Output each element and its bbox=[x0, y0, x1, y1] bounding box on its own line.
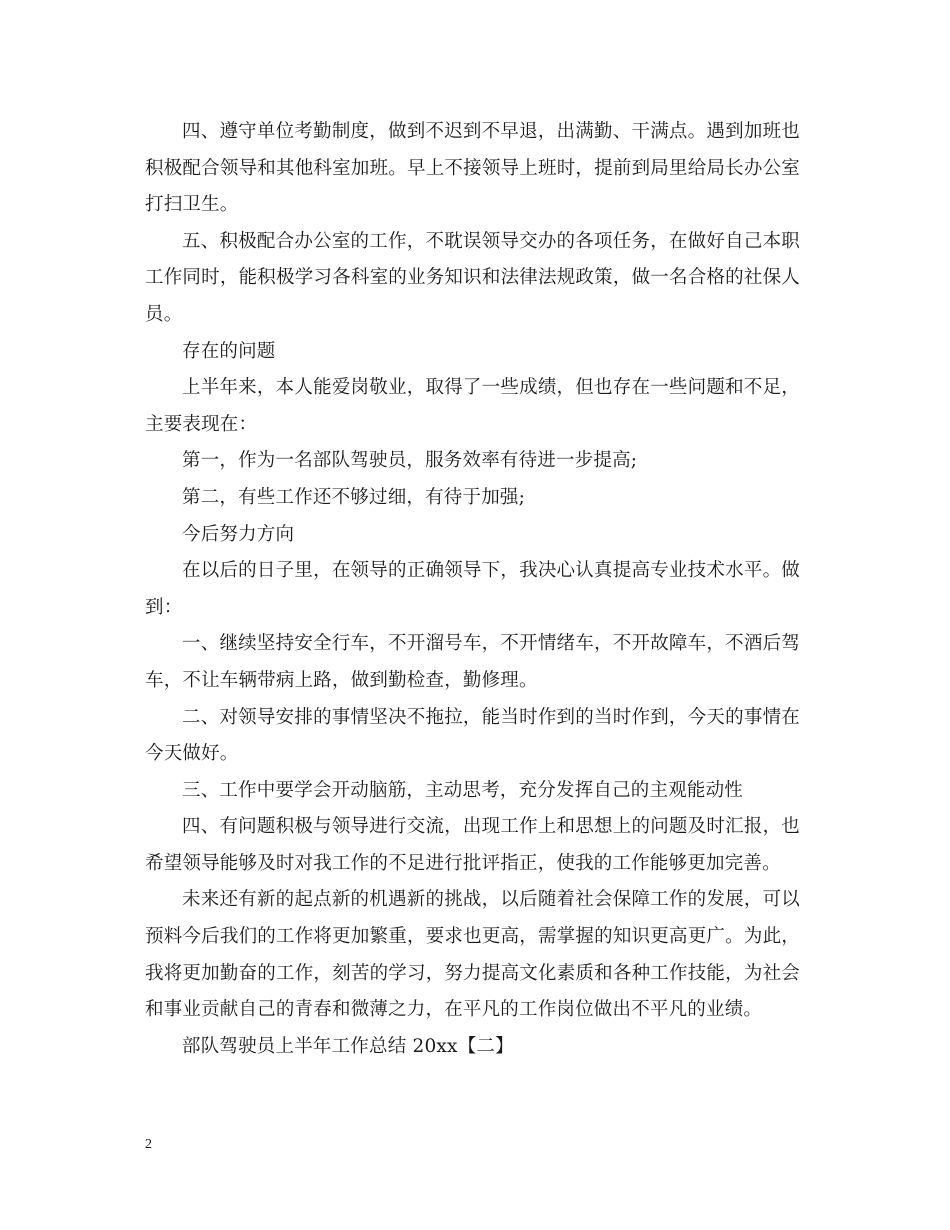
paragraph-conclusion: 未来还有新的起点新的机遇新的挑战，以后随着社会保障工作的发展，可以预料今后我们的工作将更加繁重，要求也更高，需掌握的知识更高更广。为此，我将更加勤奋的工作，刻苦的学习，努力提高文化素质和各种工作技能，为社会和事业贡献自己的青春和微薄之力，在平凡的工作岗位做出不平凡的业绩。 bbox=[145, 889, 800, 1021]
page-number: 2 bbox=[145, 1137, 152, 1152]
paragraph-goal-one: 一、继续坚持安全行车，不开溜号车，不开情绪车，不开故障车，不酒后驾车，不让车辆带病上路，做到勤检查，勤修理。 bbox=[145, 633, 800, 691]
paragraph-future-intro: 在以后的日子里，在领导的正确领导下，我决心认真提高专业技术水平。做到： bbox=[145, 560, 800, 618]
paragraph-goal-four: 四、有问题积极与领导进行交流，出现工作上和思想上的问题及时汇报，也希望领导能够及时对我工作的不足进行批评指正，使我的工作能够更加完善。 bbox=[145, 816, 800, 874]
heading-future-direction: 今后努力方向 bbox=[182, 523, 295, 545]
paragraph-problem-second: 第二，有些工作还不够过细，有待于加强; bbox=[182, 486, 526, 508]
paragraph-goal-two: 二、对领导安排的事情坚决不拖拉，能当时作到的当时作到，今天的事情在今天做好。 bbox=[145, 706, 800, 765]
paragraph-goal-three: 三、工作中要学会开动脑筋，主动思考，充分发挥自己的主观能动性 bbox=[182, 779, 744, 801]
paragraph-office-cooperation: 五、积极配合办公室的工作，不耽误领导交办的各项任务，在做好自己本职工作同时，能积极学习各科室的业务知识和法律法规政策，做一名合格的社保人员。 bbox=[145, 230, 800, 325]
paragraph-problems-intro: 上半年来，本人能爱岗敬业，取得了一些成绩，但也存在一些问题和不足，主要表现在： bbox=[145, 377, 800, 435]
paragraph-problem-first: 第一，作为一名部队驾驶员，服务效率有待进一步提高; bbox=[182, 450, 638, 472]
section-title-part-two: 部队驾驶员上半年工作总结 20xx【二】 bbox=[182, 1035, 514, 1057]
paragraph-attendance: 四、遵守单位考勤制度，做到不迟到不早退，出满勤、干满点。遇到加班也积极配合领导和其他科室加班。早上不接领导上班时，提前到局里给局长办公室打扫卫生。 bbox=[145, 121, 800, 216]
heading-existing-problems: 存在的问题 bbox=[182, 340, 276, 362]
page-body bbox=[145, 114, 800, 1065]
